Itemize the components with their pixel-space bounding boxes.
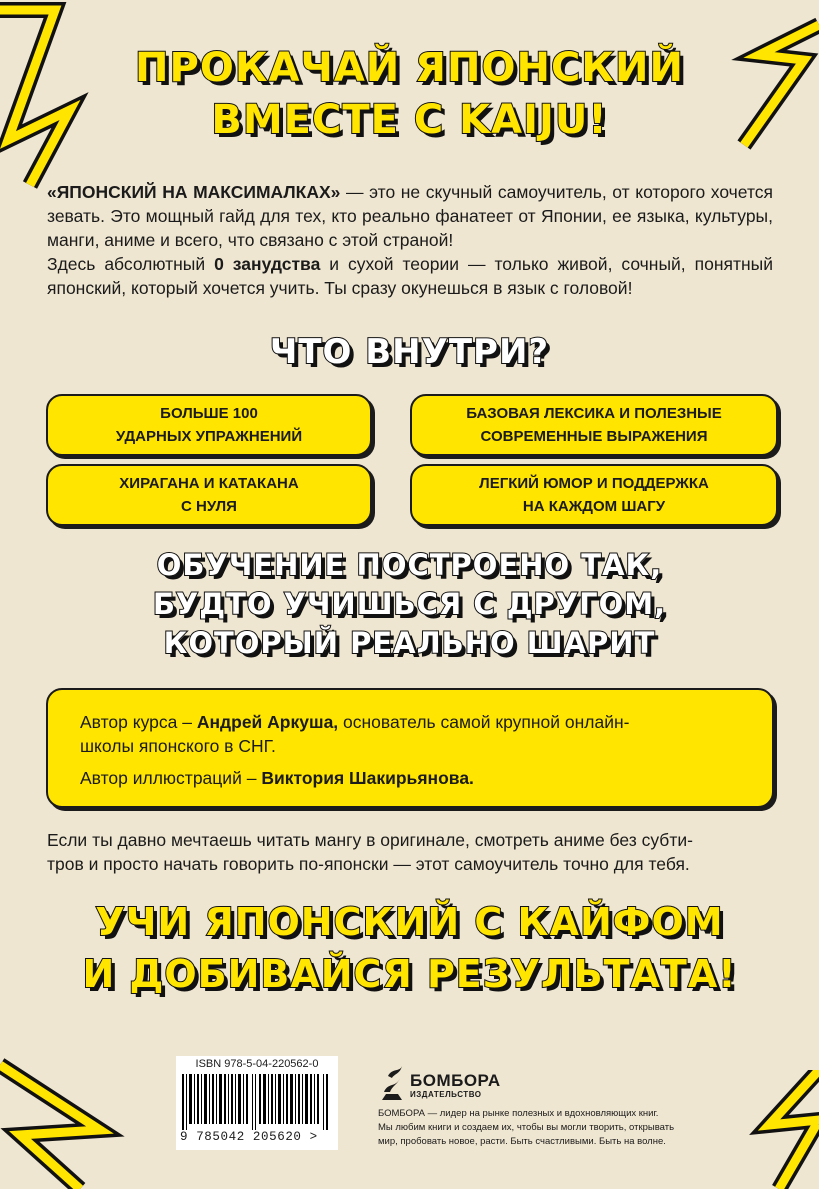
authors-box — [46, 688, 774, 808]
illustrator-line — [80, 766, 474, 790]
lightning-bolt-icon — [719, 1070, 819, 1189]
intro-paragraph-2-rest: и сухой теории — только живой, сочный, понятный японский, который хочется учить. Ты сразу окунешься в язык с головой! — [47, 254, 773, 298]
closing-line2: тров и просто начать говорить по-японски — этот самоучитель точно для тебя. — [47, 854, 690, 874]
feature-card — [410, 394, 778, 456]
learning-headline — [0, 546, 819, 663]
closing-line1: Если ты давно мечтаешь читать мангу в оригинале, смотреть аниме без субти- — [47, 830, 693, 850]
main-headline-line1: ПРОКАЧАЙ ЯПОНСКИЙ — [135, 45, 684, 91]
main-headline — [0, 42, 819, 146]
learning-headline-line2: БУДТО УЧИШЬСЯ С ДРУГОМ, — [152, 587, 667, 621]
intro-paragraph-2-start: Здесь абсолютный — [47, 254, 215, 274]
publisher-subtitle: ИЗДАТЕЛЬСТВО — [410, 1090, 482, 1099]
course-author-desc: основатель самой крупной онлайн- — [338, 712, 630, 732]
feature-card-line1: ЛЕГКИЙ ЮМОР И ПОДДЕРЖКА — [479, 475, 709, 492]
barcode-icon — [182, 1074, 332, 1130]
feature-card — [46, 464, 372, 526]
learning-headline-line3: КОТОРЫЙ РЕАЛЬНО ШАРИТ — [163, 626, 656, 660]
feature-card-line2: С НУЛЯ — [181, 498, 237, 515]
course-author-line-2: школы японского в СНГ. — [80, 736, 276, 756]
feature-card-line1: БАЗОВАЯ ЛЕКСИКА И ПОЛЕЗНЫЕ — [466, 405, 722, 422]
course-author-name: Андрей Аркуша, — [196, 712, 339, 732]
closing-paragraph — [47, 828, 773, 876]
book-title: «ЯПОНСКИЙ НА МАКСИМАЛКАХ» — [47, 182, 341, 202]
feature-card-line2: УДАРНЫХ УПРАЖНЕНИЙ — [115, 428, 303, 445]
feature-card — [46, 394, 372, 456]
feature-card-line1: ХИРАГАНА И КАТАКАНА — [119, 475, 299, 492]
barcode — [176, 1056, 338, 1150]
main-headline-line2: ВМЕСТЕ С KAIJU! — [211, 97, 608, 143]
inside-title: ЧТО ВНУТРИ? — [269, 332, 550, 372]
barcode-digits: 9 785042 205620 > — [180, 1130, 318, 1144]
publisher-name: БОМБОРА — [410, 1071, 501, 1090]
feature-card — [410, 464, 778, 526]
feature-card-line2: СОВРЕМЕННЫЕ ВЫРАЖЕНИЯ — [480, 428, 708, 445]
lightning-bolt-icon — [0, 1050, 140, 1189]
footer-headline-line2: И ДОБИВАЙСЯ РЕЗУЛЬТАТА! — [82, 952, 737, 996]
publisher-text-line1: БОМБОРА — лидер на рынке полезных и вдохновляющих книг. — [378, 1108, 659, 1119]
publisher-text-line2: Мы любим книги и создаем их, чтобы вы могли творить, открывать — [378, 1122, 675, 1133]
intro-paragraph-1-text: — это не скучный самоучитель, от которого хочется зевать. Это мощный гайд для тех, кто реально фанатеет от Японии, ее языка, культуры, манги, аниме и всего, что связано с этой страной! — [47, 182, 773, 250]
feature-card-line2: НА КАЖДОМ ШАГУ — [522, 498, 666, 515]
bombora-logo-icon — [378, 1064, 406, 1104]
isbn-text: ISBN 978-5-04-220562-0 — [195, 1058, 319, 1070]
publisher-description — [378, 1107, 718, 1149]
intro-paragraph-2-bold: 0 занудства — [214, 254, 321, 274]
learning-headline-line1: ОБУЧЕНИЕ ПОСТРОЕНО ТАК, — [156, 548, 663, 582]
intro-paragraph-2 — [47, 252, 773, 300]
illustrator-label: Автор иллюстраций – — [80, 768, 262, 788]
course-author-line — [80, 710, 629, 734]
footer-headline-line1: УЧИ ЯПОНСКИЙ С КАЙФОМ — [95, 900, 724, 944]
feature-card-line1: БОЛЬШЕ 100 — [160, 405, 258, 422]
illustrator-name: Виктория Шакирьянова. — [261, 768, 474, 788]
intro-paragraph-1 — [47, 180, 773, 252]
publisher-text-line3: мир, пробовать новое, расти. Быть счастливыми. Быть на волне. — [378, 1136, 666, 1147]
footer-headline — [0, 896, 819, 1000]
course-author-label: Автор курса – — [80, 712, 197, 732]
